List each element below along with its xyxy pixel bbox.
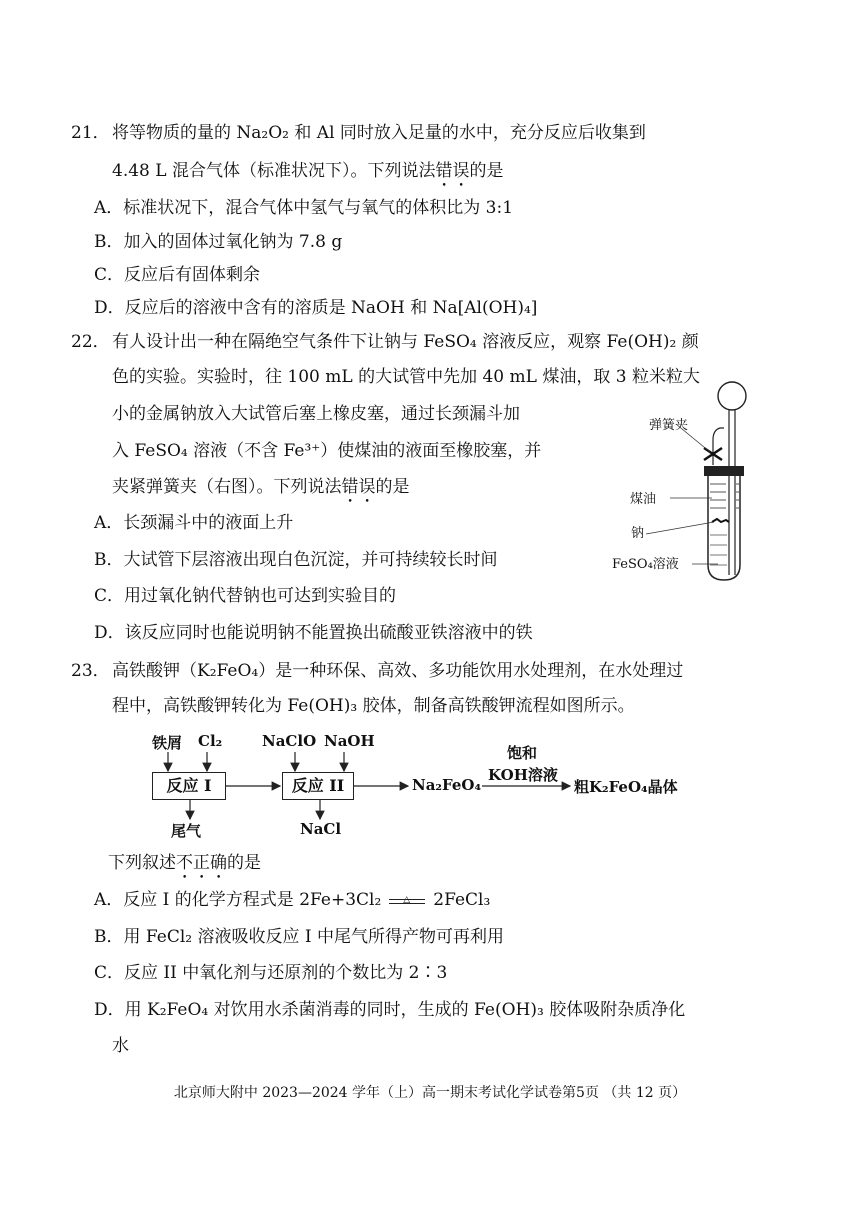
flow-condition-1: 饱和 [507,744,538,762]
flow-arrows [140,750,580,830]
q22-stem-line1: 有人设计出一种在隔绝空气条件下让钠与 FeSO₄ 溶液反应，观察 Fe(OH)₂ 颜 [112,332,699,352]
flow-output-nacl: NaCl [300,820,342,838]
q22-option-a: A．长颈漏斗中的液面上升 [94,513,294,533]
q22-number: 22． [71,332,110,352]
q23-stem-line2: 程中，高铁酸钾转化为 Fe(OH)₃ 胶体，制备高铁酸钾流程如图所示。 [112,696,635,716]
fig-label-solution: FeSO₄溶液 [612,557,679,572]
q22-option-c: C．用过氧化钠代替钠也可达到实验目的 [94,586,397,606]
rubber-stopper [704,466,744,476]
flow-box-reaction2: 反应 II [282,772,354,800]
flow-intermediate: Na₂FeO₄ [412,776,482,794]
q23-option-d-line1: D．用 K₂FeO₄ 对饮用水杀菌消毒的同时，生成的 Fe(OH)₃ 胶体吸附杂质净化 [94,1000,686,1020]
sodium-pieces [712,519,729,522]
q23-stem-line1: 高铁酸钾（K₂FeO₄）是一种环保、高效、多功能饮用水处理剂，在水处理过 [112,661,684,681]
fig-label-sodium: 钠 [631,526,645,541]
q23-option-b: B．用 FeCl₂ 溶液吸收反应 I 中尾气所得产物可再利用 [94,927,505,947]
flow-input-cl2: Cl₂ [198,732,223,750]
solution-layer [710,535,727,565]
q23-number: 23． [71,661,110,681]
q21-option-b: B．加入的固体过氧化钠为 7.8 g [94,232,343,252]
q22-option-d: D．该反应同时也能说明钠不能置换出硫酸亚铁溶液中的铁 [94,623,533,643]
page-footer: 北京师大附中 2023—2024 学年（上）高一期末考试化学试卷第5页 （共 12 页） [173,1085,687,1101]
q23-option-d-line2: 水 [112,1036,129,1056]
flow-input-iron: 铁屑 [152,734,183,752]
q21-number: 21． [71,123,110,143]
q21-stem-line2: 4.48 L 混合气体（标准状况下）。下列说法错误的是 [112,161,504,181]
q23-question: 下列叙述不正确的是 [108,853,261,873]
q22-option-b: B．大试管下层溶液出现白色沉淀，并可持续较长时间 [94,550,498,570]
q21-option-d: D．反应后的溶液中含有的溶质是 NaOH 和 Na[Al(OH)₄] [94,298,538,318]
q23-option-c: C．反应 II 中氧化剂与还原剂的个数比为 2∶3 [94,963,448,983]
heat-equals-sign: △ [389,894,425,908]
q21-option-a: A．标准状况下，混合气体中氢气与氧气的体积比为 3:1 [94,198,514,218]
q22-stem-line4: 入 FeSO₄ 溶液（不含 Fe³⁺）使煤油的液面至橡胶塞，并 [112,441,542,461]
flow-box-reaction1: 反应 I [152,772,226,800]
q22-stem-line2: 色的实验。实验时，往 100 mL 的大试管中先加 40 mL 煤油，取 3 粒米粒大 [112,367,700,387]
q22-stem-line5: 夹紧弹簧夹（右图）。下列说法错误的是 [112,477,410,497]
flow-condition-2: KOH溶液 [488,766,558,784]
q21-stem-line1: 将等物质的量的 Na₂O₂ 和 Al 同时放入足量的水中，充分反应后收集到 [112,123,646,143]
q22-stem-line3: 小的金属钠放入大试管后塞上橡皮塞，通过长颈漏斗加 [112,404,520,424]
q23-option-a: A．反应 I 的化学方程式是 2Fe+3Cl₂ △ 2FeCl₃ [94,890,491,910]
q21-option-c: C．反应后有固体剩余 [94,265,261,285]
funnel-bulb [718,382,746,410]
flow-product: 粗K₂FeO₄晶体 [574,778,678,796]
flow-input-naoh: NaOH [324,732,375,750]
fig-label-clip: 弹簧夹 [649,418,689,433]
flow-input-naclo: NaClO [262,732,317,750]
fig-label-oil: 煤油 [630,492,657,507]
flow-output-tailgas: 尾气 [171,822,202,840]
